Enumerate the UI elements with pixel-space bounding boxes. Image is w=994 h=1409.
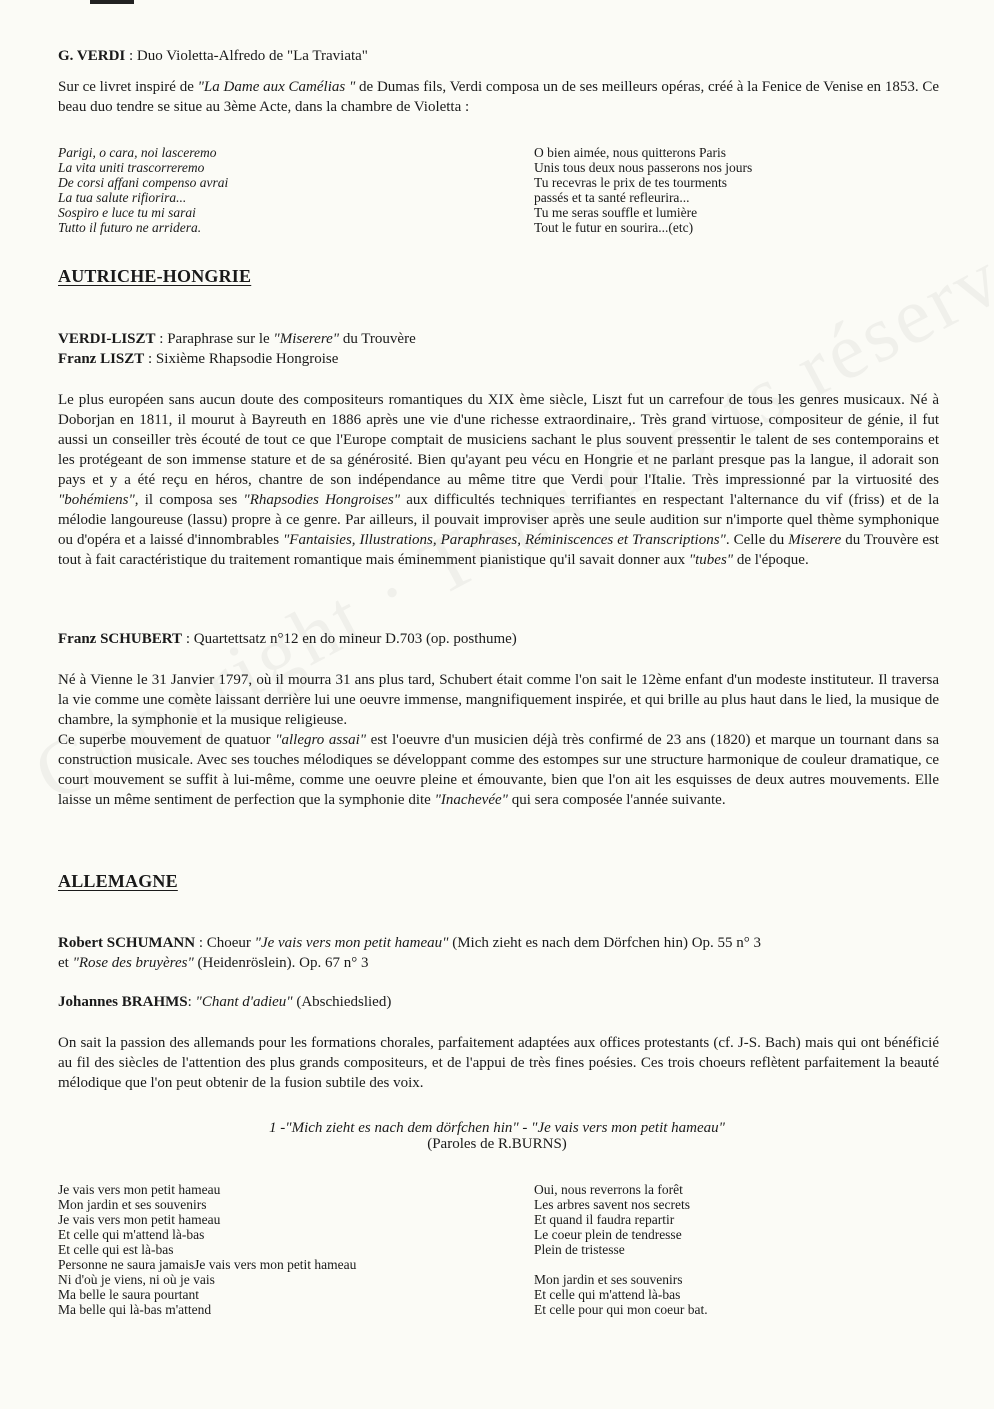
verse-line: Ma belle qui là-bas m'attend bbox=[58, 1302, 212, 1317]
composer-name: G. VERDI bbox=[58, 48, 126, 64]
verse-line: Je vais vers mon petit hameau bbox=[58, 1212, 221, 1227]
verse-line: Et celle pour qui mon coeur bat. bbox=[534, 1302, 708, 1317]
verse-line: Ni d'où je viens, ni où je vais bbox=[58, 1272, 215, 1287]
verse-line: Les arbres savent nos secrets bbox=[534, 1197, 690, 1212]
verse-french bbox=[534, 145, 752, 235]
verse-line: De corsi affani compenso avrai bbox=[58, 175, 229, 190]
verse-line: Oui, nous reverrons la forêt bbox=[534, 1182, 683, 1197]
verse-line: Tu recevras le prix de tes tourments bbox=[534, 175, 727, 190]
verse-line: Unis tous deux nous passerons nos jours bbox=[534, 160, 753, 175]
schumann-work-2: et "Rose des bruyères" (Heidenröslein). Op. 67 n° 3 bbox=[58, 955, 369, 971]
song-title: 1 -"Mich zieht es nach dem dörfchen hin" - "Je vais vers mon petit hameau" bbox=[269, 1120, 725, 1136]
brahms-work: Johannes BRAHMS: "Chant d'adieu" (Abschiedslied) bbox=[58, 994, 392, 1010]
verse-line: Mon jardin et ses souvenirs bbox=[58, 1197, 207, 1212]
verse-line: Et celle qui m'attend là-bas bbox=[534, 1287, 681, 1302]
section-title-autriche-hongrie: AUTRICHE-HONGRIE bbox=[58, 266, 252, 286]
allemagne-paragraph: On sait la passion des allemands pour les formations chorales, parfaitement adaptées aux offices protestants (cf. J-S. Bach) mais qui ont bénéficié au fil des siècles de l'attention des plus grands compositeurs, et de l'appui de très fines poésies. Ces trois choeurs reflètent parfaitement la beauté mélodique que l'on peut obtenir de la fusion subtile des voix. bbox=[58, 1035, 939, 1091]
liszt-work-1: VERDI-LISZT : Paraphrase sur le "Miserere" du Trouvère bbox=[58, 331, 416, 347]
song-verse-left bbox=[58, 1182, 356, 1317]
song-verse-right-2 bbox=[534, 1272, 708, 1317]
verse-line: La tua salute rifiorira... bbox=[58, 190, 187, 205]
song-verse-right-1 bbox=[534, 1182, 690, 1257]
verse-line: Tutto il futuro ne arridera. bbox=[58, 220, 202, 235]
section-title-allemagne: ALLEMAGNE bbox=[58, 871, 178, 891]
schubert-paragraph-1: Né à Vienne le 31 Janvier 1797, où il mourra 31 ans plus tard, Schubert était comme l'on sait le 12ème enfant d'un modeste instituteur. Il traversa la vie comme une comète laissant derrière lui une oeuvre immense, mangnifiquement inspirée, et qui brille au plus haut dans le lied, la musique de chambre, la symphonie et la musique religieuse. bbox=[58, 672, 939, 728]
verse-line: Ma belle le saura pourtant bbox=[58, 1287, 199, 1302]
verse-line: La vita uniti trascorreremo bbox=[58, 160, 205, 175]
verse-line: Tout le futur en sourira...(etc) bbox=[534, 220, 694, 235]
verse-line: Parigi, o cara, noi lasceremo bbox=[58, 145, 217, 160]
verse-line: Je vais vers mon petit hameau bbox=[58, 1182, 221, 1197]
schumann-work-1: Robert SCHUMANN : Choeur "Je vais vers mon petit hameau" (Mich zieht es nach dem Dörfchen hin) Op. 55 n° 3 bbox=[58, 935, 762, 951]
verse-line: Plein de tristesse bbox=[534, 1242, 625, 1257]
verse-line: Et celle qui est là-bas bbox=[58, 1242, 174, 1257]
verse-italian bbox=[58, 145, 228, 235]
verdi-paragraph: Sur ce livret inspiré de "La Dame aux Camélias " de Dumas fils, Verdi composa un de ses meilleurs opéras, créé à la Fenice de Venise en 1853. Ce beau duo tendre se situe au 3ème Acte, dans la chambre de Violetta : bbox=[58, 79, 940, 115]
work-title: : Duo Violetta-Alfredo de "La Traviata" bbox=[125, 48, 368, 64]
verse-line: Le coeur plein de tendresse bbox=[534, 1227, 682, 1242]
verse-line: O bien aimée, nous quitterons Paris bbox=[534, 145, 726, 160]
verdi-heading bbox=[58, 47, 368, 66]
schubert-heading: Franz SCHUBERT : Quartettsatz n°12 en do mineur D.703 (op. posthume) bbox=[58, 631, 517, 647]
song-credit: (Paroles de R.BURNS) bbox=[427, 1136, 567, 1152]
liszt-paragraph: Le plus européen sans aucun doute des compositeurs romantiques du XIX ème siècle, Liszt fut un carrefour de tous les genres musicaux. Né à Doborjan en 1811, il mourut à Bayreuth en 1886 après une vie d'une richesse extraordinaire,. Très grand virtuose, compositeur de génie, il fut aussi un conseiller très écouté de tout ce que l'Europe comptait de musiciens sachant le plus souvent pressentir le talent de ses contemporains et les protégeant de son immense stature et de sa générosité. Bien qu'ayant peu vécu en Hongrie et ne parlant presque pas la langue, il adorait son pays et y a été reçu en héros, chantre de son indépendance au même titre que Verdi pour l'Italie. Très impressionné par la virtuosité des "bohémiens", il composa ses "Rhapsodies Hongroises" aux difficultés techniques terrifiantes en respectant l'alternance du vif (friss) et de la mélodie langoureuse (lassu) propre à ce genre. Par ailleurs, il pouvait improviser après une seule audition sur n'importe quel thème symphonique ou d'opéra et a laissé d'innombrables "Fantaisies, Illustrations, Paraphrases, Réminiscences et Transcriptions". Celle du Miserere du Trouvère est tout à fait caractéristique du traitement romantique mais éminemment pianistique qu'il savait donner aux "tubes" de l'époque. bbox=[58, 392, 939, 568]
verse-line: Sospiro e luce tu mi sarai bbox=[58, 205, 196, 220]
verse-line: Tu me seras souffle et lumière bbox=[534, 205, 698, 220]
verse-line: Et celle qui m'attend là-bas bbox=[58, 1227, 205, 1242]
verse-line: Personne ne saura jamaisJe vais vers mon petit hameau bbox=[58, 1257, 357, 1272]
liszt-work-2: Franz LISZT : Sixième Rhapsodie Hongroise bbox=[58, 351, 339, 367]
verse-line: Et quand il faudra repartir bbox=[534, 1212, 675, 1227]
schubert-paragraph-2: Ce superbe mouvement de quatuor "allegro assai" est l'oeuvre d'un musicien déjà très confirmé de 23 ans (1820) et marque un tournant dans sa construction musicale. Avec ses touches mélodiques se développant comme des estompes sur une structure harmonique de couleur dramatique, ce court mouvement se suffit à lui-même, comme une oeuvre pleine et émouvante, bien que l'on ait les esquisses de deux autres mouvements. Elle laisse un même sentiment de perfection que la symphonie dite "Inachevée" qui sera composée l'année suivante. bbox=[58, 732, 940, 808]
scan-mark bbox=[90, 0, 134, 4]
verse-line: passés et ta santé refleurira... bbox=[534, 190, 690, 205]
verse-line: Mon jardin et ses souvenirs bbox=[534, 1272, 683, 1287]
